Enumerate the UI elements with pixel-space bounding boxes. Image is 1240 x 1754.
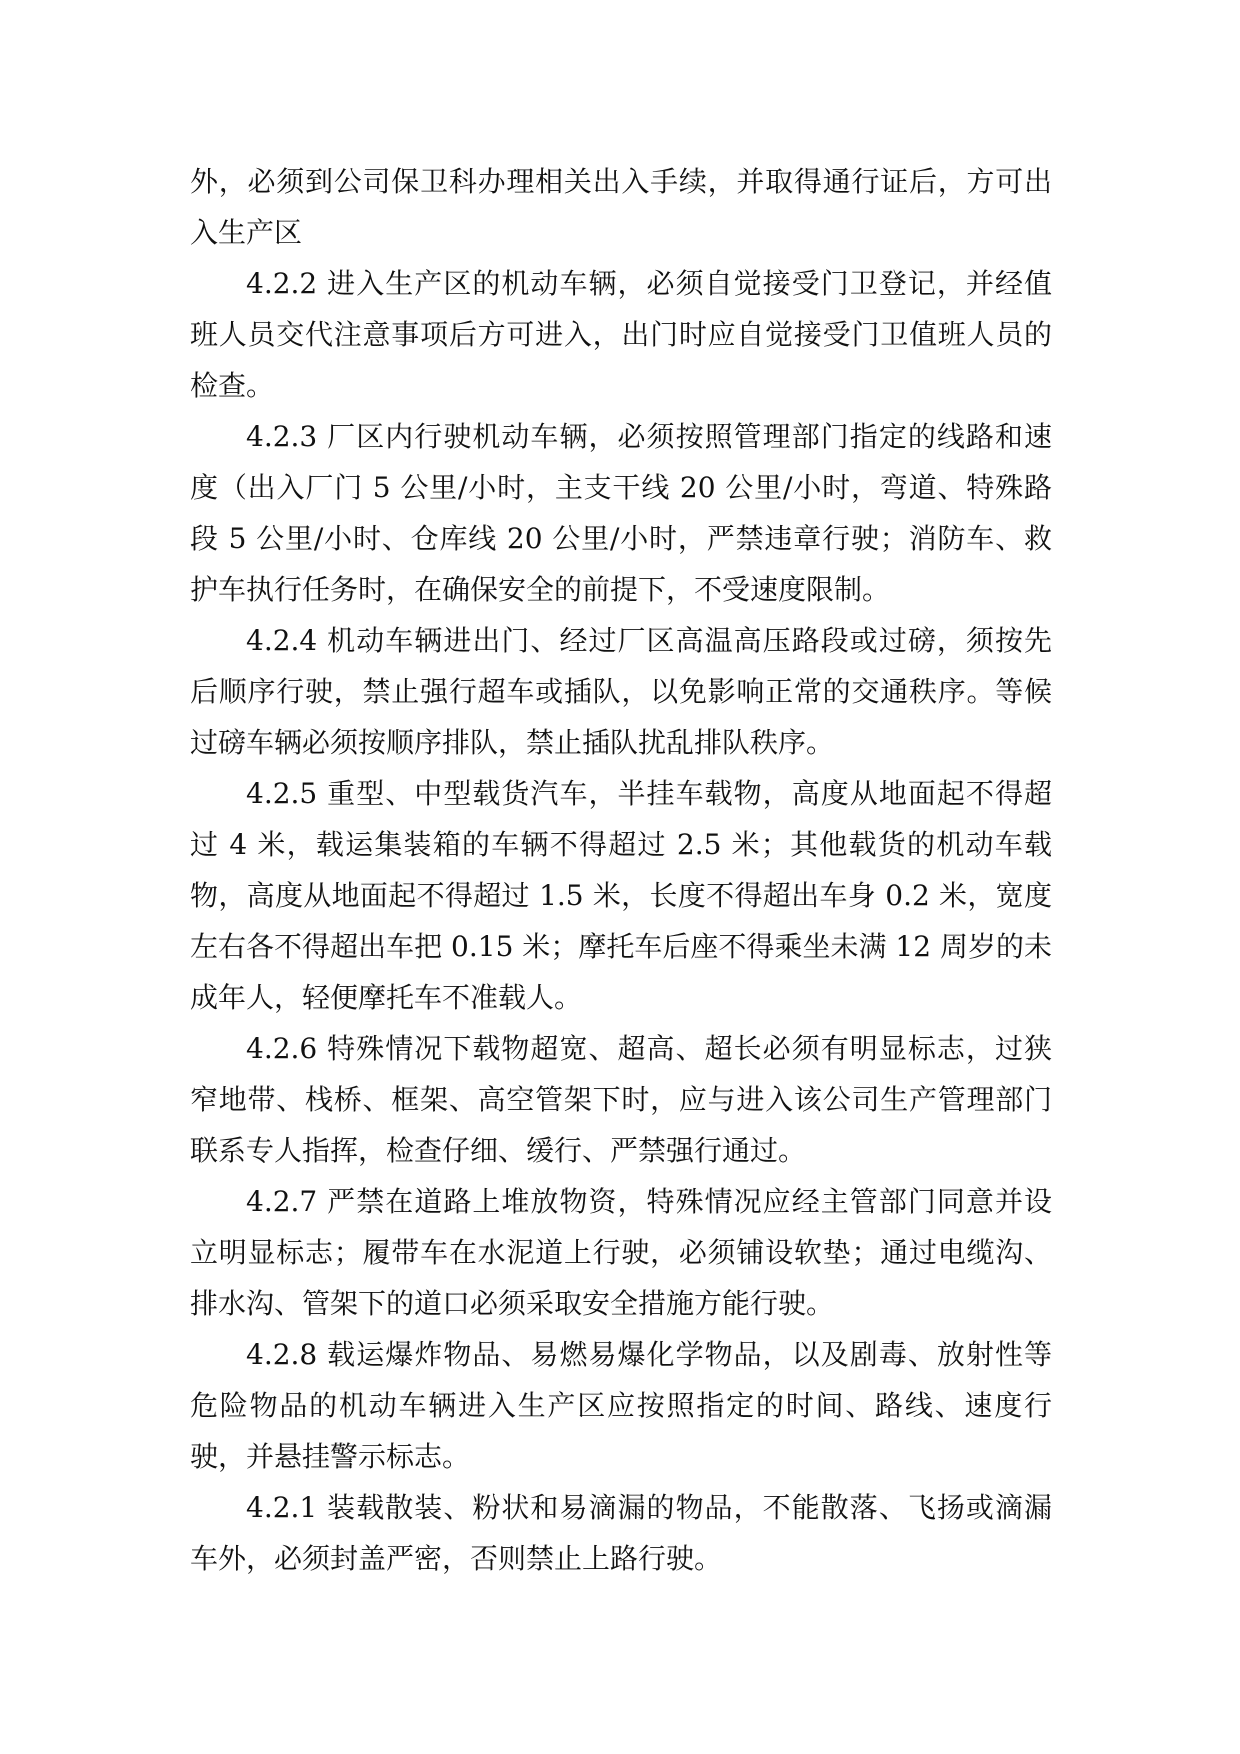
paragraph-4-2-7: 4.2.7 严禁在道路上堆放物资，特殊情况应经主管部门同意并设立明显标志；履带车在水泥道上行驶，必须铺设软垫；通过电缆沟、排水沟、管架下的道口必须采取安全措施方能行驶。 [190, 1185, 1052, 1320]
paragraph-4-2-8: 4.2.8 载运爆炸物品、易燃易爆化学物品，以及剧毒、放射性等危险物品的机动车辆进入生产区应按照指定的时间、路线、速度行驶，并悬挂警示标志。 [190, 1338, 1052, 1473]
paragraph-4-2-3: 4.2.3 厂区内行驶机动车辆，必须按照管理部门指定的线路和速度（出入厂门 5 公里/小时，主支干线 20 公里/小时，弯道、特殊路段 5 公里/小时、仓库线 20 公里/小时，严禁违章行驶；消防车、救护车执行任务时，在确保安全的前提下，不受速度限制。 [190, 420, 1052, 606]
paragraph-4-2-5: 4.2.5 重型、中型载货汽车，半挂车载物，高度从地面起不得超过 4 米，载运集装箱的车辆不得超过 2.5 米；其他载货的机动车载物，高度从地面起不得超过 1.5 米，长度不得超出车身 0.2 米，宽度左右各不得超出车把 0.15 米；摩托车后座不得乘坐未满 12 周岁的未成年人，轻便摩托车不准载人。 [190, 777, 1052, 1014]
paragraph-4-2-1: 4.2.1 装载散装、粉状和易滴漏的物品，不能散落、飞扬或滴漏车外，必须封盖严密，否则禁止上路行驶。 [190, 1491, 1052, 1575]
paragraph-4-2-2: 4.2.2 进入生产区的机动车辆，必须自觉接受门卫登记，并经值班人员交代注意事项后方可进入，出门时应自觉接受门卫值班人员的检查。 [190, 267, 1052, 402]
paragraph-continuation: 外，必须到公司保卫科办理相关出入手续，并取得通行证后，方可出入生产区 [190, 165, 1052, 249]
paragraph-4-2-4: 4.2.4 机动车辆进出门、经过厂区高温高压路段或过磅，须按先后顺序行驶，禁止强行超车或插队，以免影响正常的交通秩序。等候过磅车辆必须按顺序排队，禁止插队扰乱排队秩序。 [190, 624, 1052, 759]
paragraph-4-2-6: 4.2.6 特殊情况下载物超宽、超高、超长必须有明显标志，过狭窄地带、栈桥、框架、高空管架下时，应与进入该公司生产管理部门联系专人指挥，检查仔细、缓行、严禁强行通过。 [190, 1032, 1052, 1167]
document-body [190, 156, 1052, 1584]
